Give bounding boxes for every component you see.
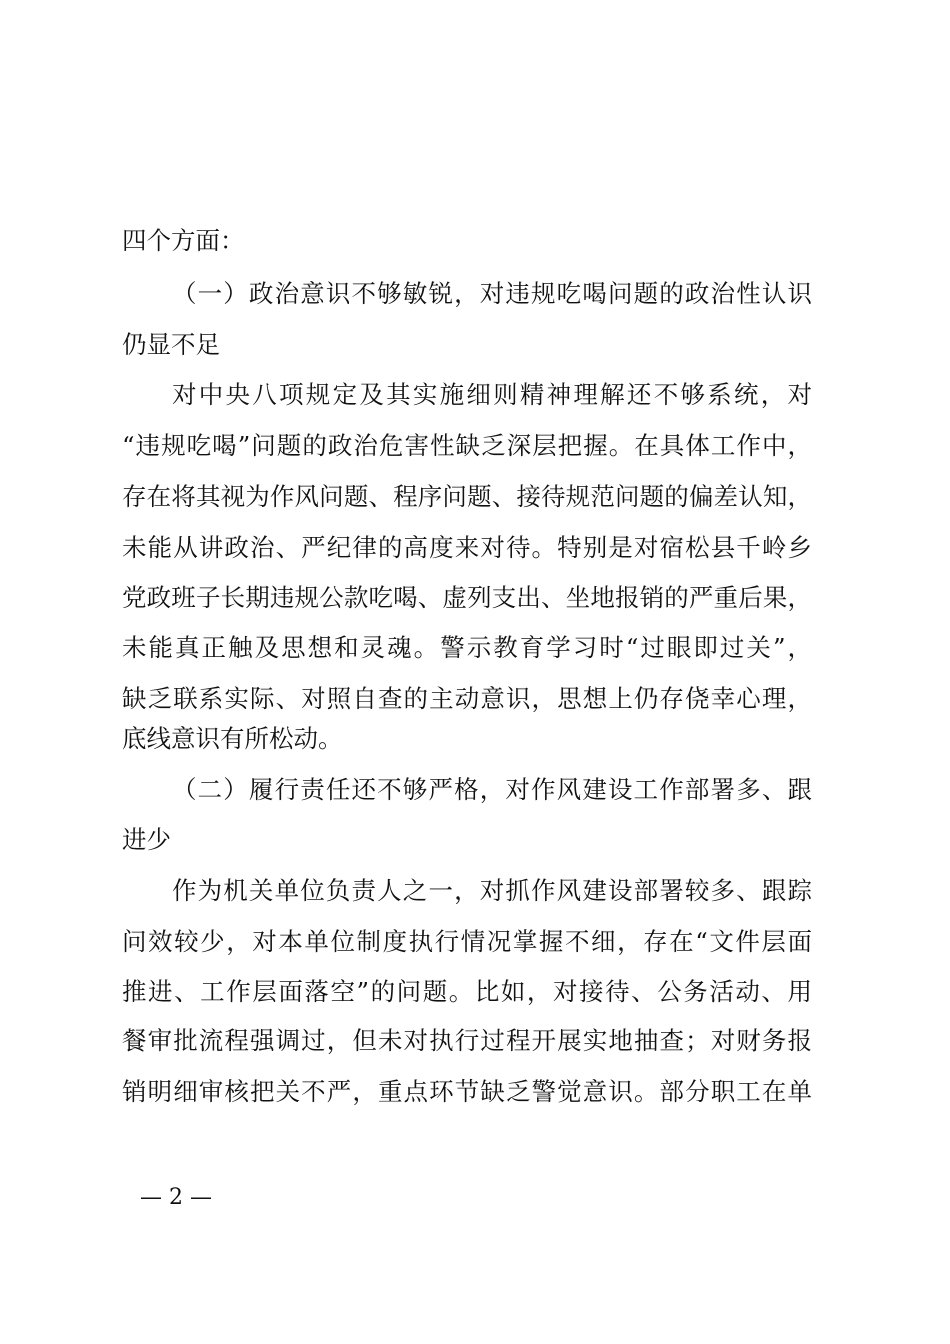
page-number: — 2 — xyxy=(140,1185,212,1210)
paragraph-line: 销明细审核把关不严，重点环节缺乏警觉意识。部分职工在单 xyxy=(122,1077,812,1106)
paragraph-line: 推进、工作层面落空”的问题。比如，对接待、公务活动、用 xyxy=(122,977,812,1006)
paragraph-line: 餐审批流程强调过，但未对执行过程开展实地抽查；对财务报 xyxy=(122,1026,812,1055)
section-heading: （一）政治意识不够敏锐，对违规吃喝问题的政治性认识 xyxy=(172,279,812,308)
paragraph-line: 底线意识有所松动。 xyxy=(122,724,343,753)
section-heading: （二）履行责任还不够严格，对作风建设工作部署多、跟 xyxy=(172,775,812,804)
paragraph-line: 未能从讲政治、严纪律的高度来对待。特别是对宿松县千岭乡 xyxy=(122,533,812,562)
paragraph-line: 缺乏联系实际、对照自查的主动意识，思想上仍存侥幸心理， xyxy=(122,684,812,713)
paragraph-line: “违规吃喝”问题的政治危害性缺乏深层把握。在具体工作中， xyxy=(122,431,812,460)
paragraph-line: 党政班子长期违规公款吃喝、虚列支出、坐地报销的严重后果， xyxy=(122,583,812,612)
paragraph-line: 未能真正触及思想和灵魂。警示教育学习时“过眼即过关”， xyxy=(122,633,812,662)
text-line: 四个方面： xyxy=(122,226,245,255)
paragraph-line: 对中央八项规定及其实施细则精神理解还不够系统，对 xyxy=(172,380,812,409)
paragraph-line: 作为机关单位负责人之一，对抓作风建设部署较多、跟踪 xyxy=(172,876,812,905)
paragraph-line: 问效较少，对本单位制度执行情况掌握不细，存在“文件层面 xyxy=(122,927,812,956)
paragraph-line: 存在将其视为作风问题、程序问题、接待规范问题的偏差认知， xyxy=(122,482,812,511)
section-heading-continued: 仍显不足 xyxy=(122,330,220,359)
section-heading-continued: 进少 xyxy=(122,825,171,854)
